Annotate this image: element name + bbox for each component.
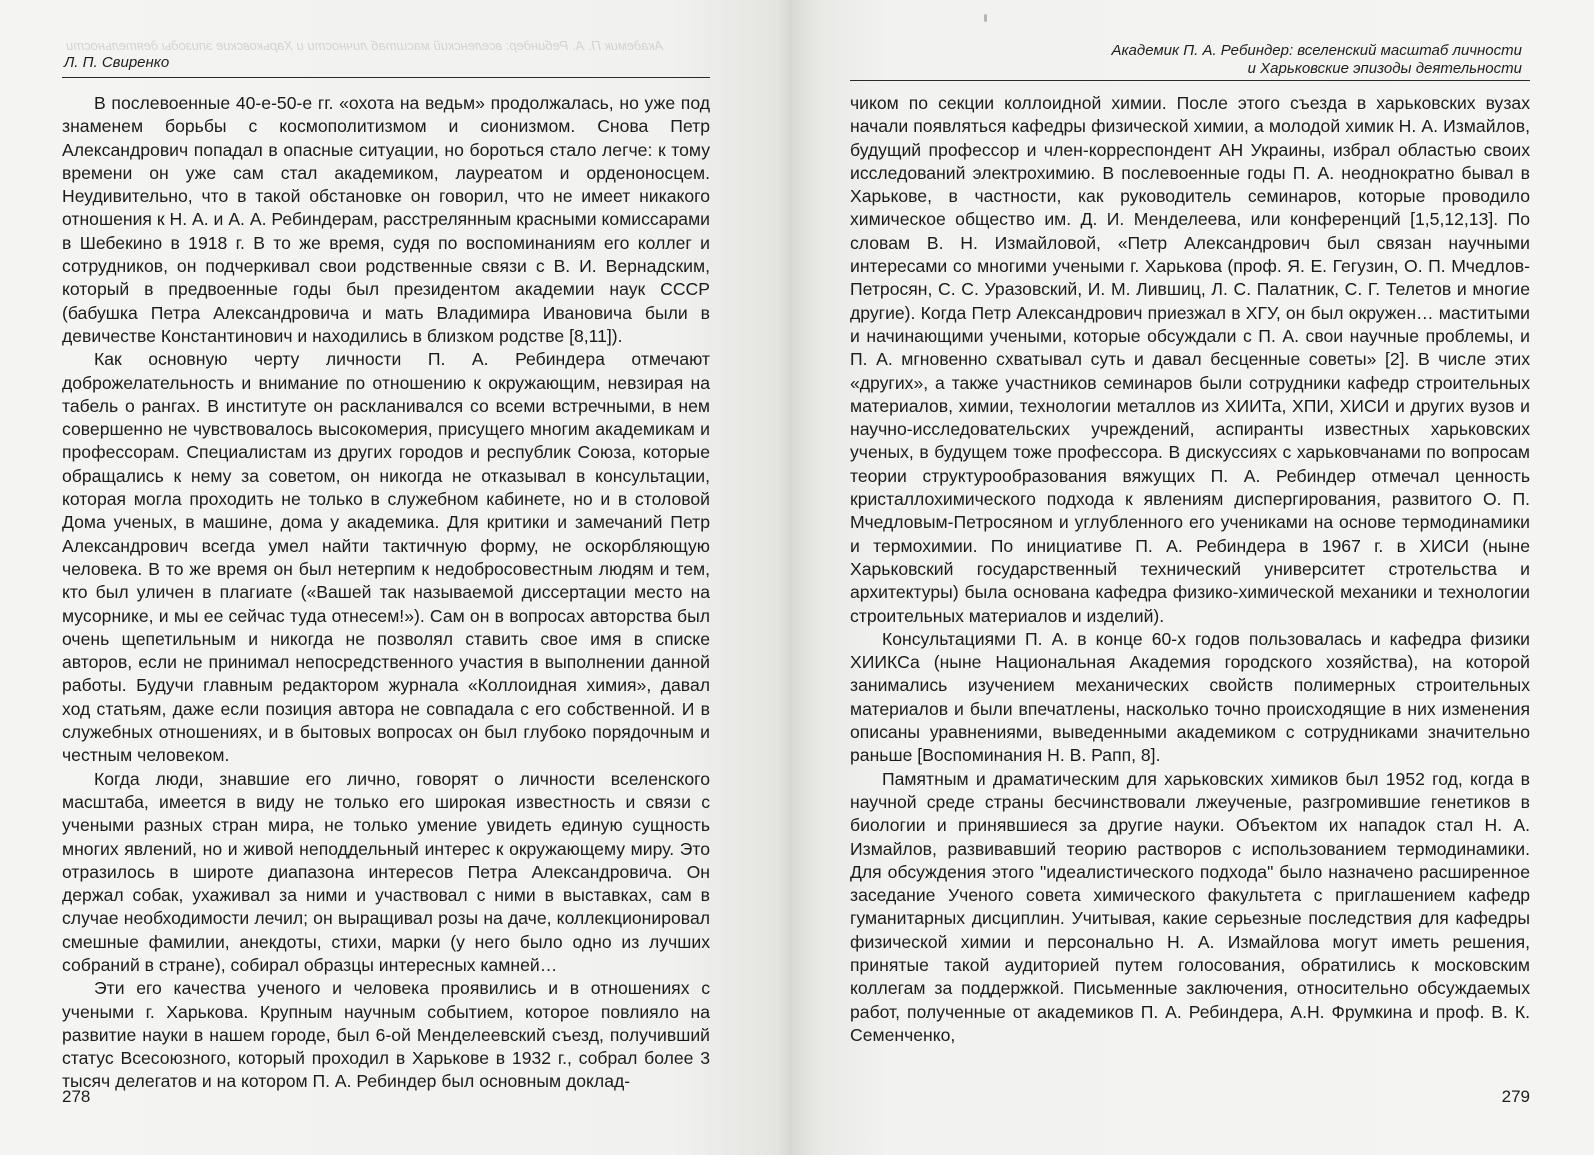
paragraph: Как основную черту личности П. А. Ребиндера отмечают доброжелательность и внимание по отношению к окружающим, невзирая на табель о рангах. В институте он раскланивался со всеми встречными, в нем совершенно не чувствовалось высокомерия, присущего многим академикам и профессорам. Специалистам из других городов и республик Союза, которые обращались к нему за советом, он никогда не отказывал в консультации, которая могла проходить не только в служебном кабинете, но и в столовой Дома ученых, в машине, дома у академика. Для критики и замечаний Петр Александрович всегда умел найти тактичную форму, не оскорбляющую человека. В то же время он был нетерпим к недобросовестным людям и тем, кто был уличен в плагиате («Вашей так называемой диссертации место на мусорнике, и мы ее сейчас туда отнесем!»). Сам он в вопросах авторства был очень щепетильным и никогда не позволял ставить свое имя в списке авторов, если не принимал непосредственного участия в выполнении данной работы. Будучи главным редактором журнала «Коллоидная химия», давал ход статьям, даже если позиция автора не совпадала с его собственной. И в служебных отношениях, и в бытовых вопросах он был глубоко порядочным и честным человеком. bbox=[62, 349, 710, 766]
paragraph: Памятным и драматическим для харьковских химиков был 1952 год, когда в научной среде страны бесчинствовали лжеученые, разгромившие генетиков в биологии и принявшиеся за другие науки. Объектом их нападок стал Н. А. Измайлов, развивавший теорию растворов с использованием термодинамики. Для обсуждения этого "идеалистического подхода" было назначено расширенное заседание Ученого совета химического факультета с приглашением кафедр гуманитарных дисциплин. Учитывая, какие серьезные последствия для кафедры физической химии и персонально Н. А. Измайлова могут иметь решения, принятые такой аудиторией путем голосования, обратились к московским коллегам за поддержкой. Письменные заключения, относительно обсуждаемых работ, полученные от академиков П. А. Ребиндера, А.Н. Фрумкина и проф. В. К. Семенченко, bbox=[850, 768, 1530, 1045]
paragraph: Консультациями П. А. в конце 60-х годов пользовалась и кафедра физики ХИИКСа (ныне Национальная Академия городского хозяйства), на которой занимались изучением механических свойств полимерных строительных материалов и были впечатлены, насколько точно происходящие в них изменения описаны уравнениями, выведенными академиком с сотрудниками значительно раньше [Воспоминания Н. В. Рапп, 8]. bbox=[850, 628, 1530, 766]
running-head-author: Л. П. Свиренко bbox=[64, 54, 170, 71]
right-page bbox=[792, 0, 1594, 1155]
paragraph: чиком по секции коллоидной химии. После этого съезда в харьковских вузах начали появляться кафедры физической химии, а молодой химик Н. А. Измайлов, будущий профессор и член-корреспондент АН Украины, избрал областью своих исследований электрохимию. В послевоенные годы П. А. неоднократно бывал в Харькове, в частности, как руководитель семинаров, которые проводило химическое общество им. Д. И. Менделеева, или конференций [1,5,12,13]. По словам В. Н. Измайловой, «Петр Александрович был связан научными интересами со многими учеными г. Харькова (проф. Я. Е. Гегузин, О. П. Мчедлов-Петросян, С. С. Уразовский, И. М. Лившиц, Л. С. Палатник, С. Г. Телетов и многие другие). Когда Петр Александрович приезжал в ХГУ, он был окружен… маститыми и начинающими учеными, которые обсуждали с П. А. свои научные проблемы, и П. А. мгновенно схватывал суть и давал бесценные советы» [2]. В числе этих «других», а также участников семинаров были сотрудники кафедр строительных материалов, химии, технологии металлов из ХИИТа, ХПИ, ХИСИ и других вузов и научно-исследовательских учреждений, аспиранты известных харьковских ученых, в будущем тоже профессора. В дискуссиях с харьковчанами по вопросам теории структурообразования вяжущих П. А. Ребиндер отмечал ценность кристаллохимического подхода к явлениям диспергирования, развитого О. П. Мчедловым-Петросяном и углубленного его учениками на основе термодинамики и термохимии. По инициативе П. А. Ребиндера в 1967 г. в ХИСИ (ныне Харьковский государственный технический университет стротельства и архитектуры) была основана кафедра физико-химической механики и технологии строительных материалов и изделий). bbox=[850, 93, 1530, 626]
running-head-line: Академик П. А. Ребиндер: вселенский масштаб личности bbox=[1111, 42, 1522, 59]
paragraph: В послевоенные 40-е-50-е гг. «охота на ведьм» продолжалась, но уже под знаменем борьбы с космополитизмом и сионизмом. Снова Петр Александрович попадал в опасные ситуации, но бороться стало легче: к тому времени он уже сам стал академиком, лауреатом и орденоносцем. Неудивительно, что в такой обстановке он говорил, что не имеет никакого отношения к Н. А. и А. А. Ребиндерам, расстрелянным красными комиссарами в Шебекино в 1918 г. В то же время, судя по воспоминаниям его коллег и сотрудников, он подчеркивал свои родственные связи с В. И. Вернадским, который в предвоенные годы был президентом академии наук СССР (бабушка Петра Александровича и мать Владимира Ивановича были в девичестве Константинович и находились в близком родстве [8,11]). bbox=[62, 93, 710, 346]
paragraph: Когда люди, знавшие его лично, говорят о личности вселенского масштаба, имеется в виду не только его широкая известность и связи с учеными разных стран мира, не только умение увидеть единую сущность многих явлений, но и живой неподдельный интерес к окружающему миру. Это отразилось в широте диапазона интересов Петра Александровича. Он держал собак, ухаживал за ними и участвовал с ними в выставках, сам в случае необходимости лечил; он выращивал розы на даче, коллекционировал смешные фамилии, анекдоты, стихи, марки (у него было одно из лучших собраний в стране), собирал образцы интересных камней… bbox=[62, 768, 710, 975]
running-head-title bbox=[1111, 42, 1522, 78]
page-number: 278 bbox=[62, 1087, 91, 1106]
left-body-text bbox=[62, 92, 710, 1094]
paragraph: Эти его качества ученого и человека проявились и в отношениях с учеными г. Харькова. Крупным научным событием, которое повлияло на развитие науки в нашем городе, был 6-ой Менделеевский съезд, получивший статус Всесоюзного, который проходил в Харькове в 1932 г., собрал более 3 тысяч делегатов и на котором П. А. Ребиндер был основным доклад- bbox=[62, 978, 710, 1092]
header-rule bbox=[850, 80, 1530, 81]
left-page bbox=[0, 0, 792, 1155]
bleed-through-text: Академик П. А. Ребиндер: вселенский масштаб личности и Харьковские эпизоды деятельности bbox=[66, 38, 664, 53]
scan-speck bbox=[984, 14, 987, 22]
header-rule bbox=[62, 77, 710, 78]
running-head-line: и Харьковские эпизоды деятельности bbox=[1247, 60, 1522, 77]
page-number: 279 bbox=[1501, 1087, 1530, 1106]
right-body-text bbox=[850, 92, 1530, 1047]
